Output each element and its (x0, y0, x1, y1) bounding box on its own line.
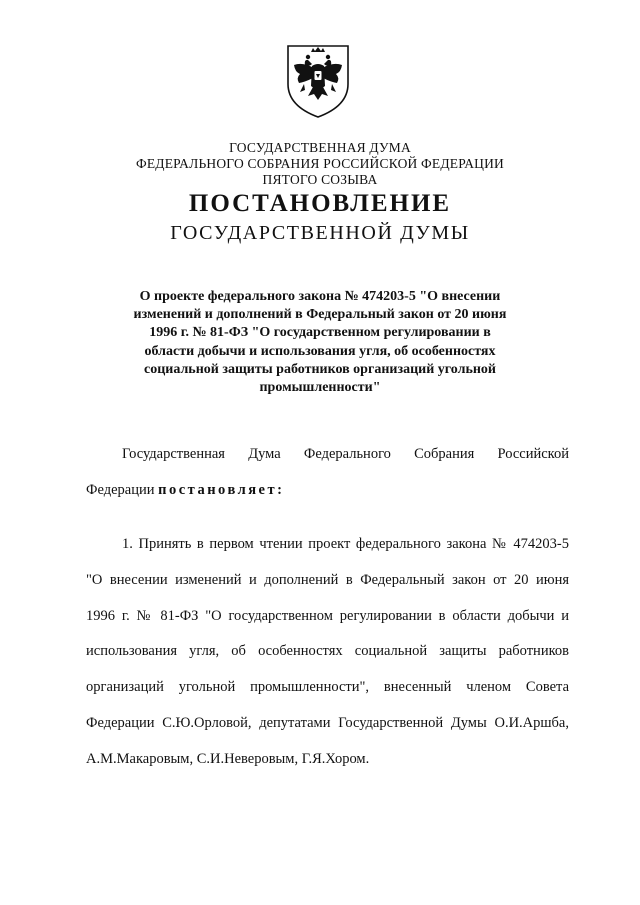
subject-line: социальной защиты работников организаций угольной (143, 361, 497, 377)
subject-line: 1996 г. № 81-ФЗ "О государственном регулировании в (149, 325, 491, 341)
document-type-title: ПОСТАНОВЛЕНИЕ (188, 190, 452, 217)
item-line: А.М.Макаровым, С.И.Неверовым, Г.Я.Хором. (86, 750, 370, 767)
item-line: Федерации С.Ю.Орловой, депутатами Государственной Думы О.И.Аршба, (86, 714, 569, 731)
issuing-body-header (0, 140, 640, 188)
resolution-subject (110, 288, 530, 397)
subject-line: изменений и дополнений в Федеральный закон от 20 июня (133, 307, 507, 323)
subject-line: области добычи и использования угля, об особенностях (144, 343, 496, 359)
item-line: "О внесении изменений и дополнений в Федеральный закон от 20 июня (86, 571, 569, 588)
resolves-verb: постановляет: (158, 481, 285, 498)
coat-of-arms-icon (278, 40, 358, 120)
subject-line: О проекте федерального закона № 474203-5 "О внесении (139, 289, 501, 304)
preamble-paragraph (86, 437, 569, 509)
preamble-line: Государственная Дума Федерального Собрания Российской (122, 446, 569, 462)
document-issuer-title: ГОСУДАРСТВЕННОЙ ДУМЫ (170, 222, 470, 244)
preamble-line (86, 473, 569, 509)
resolution-item-1 (86, 527, 569, 778)
subject-line: промышленности" (259, 380, 381, 396)
item-line: 1996 г. № 81-ФЗ "О государственном регулировании в области добычи и (86, 607, 569, 624)
item-line: 1. Принять в первом чтении проект федерального закона № 474203-5 (122, 536, 569, 552)
header-line-duma: ГОСУДАРСТВЕННАЯ ДУМА (229, 140, 411, 155)
item-line: использования угля, об особенностях социальной защиты работников (86, 643, 569, 660)
header-line-assembly: ФЕДЕРАЛЬНОГО СОБРАНИЯ РОССИЙСКОЙ ФЕДЕРАЦИИ (136, 156, 504, 171)
preamble-prefix: Федерации (86, 481, 159, 498)
header-line-convocation: ПЯТОГО СОЗЫВА (262, 172, 378, 187)
item-line: организаций угольной промышленности", внесенный членом Совета (86, 679, 569, 696)
